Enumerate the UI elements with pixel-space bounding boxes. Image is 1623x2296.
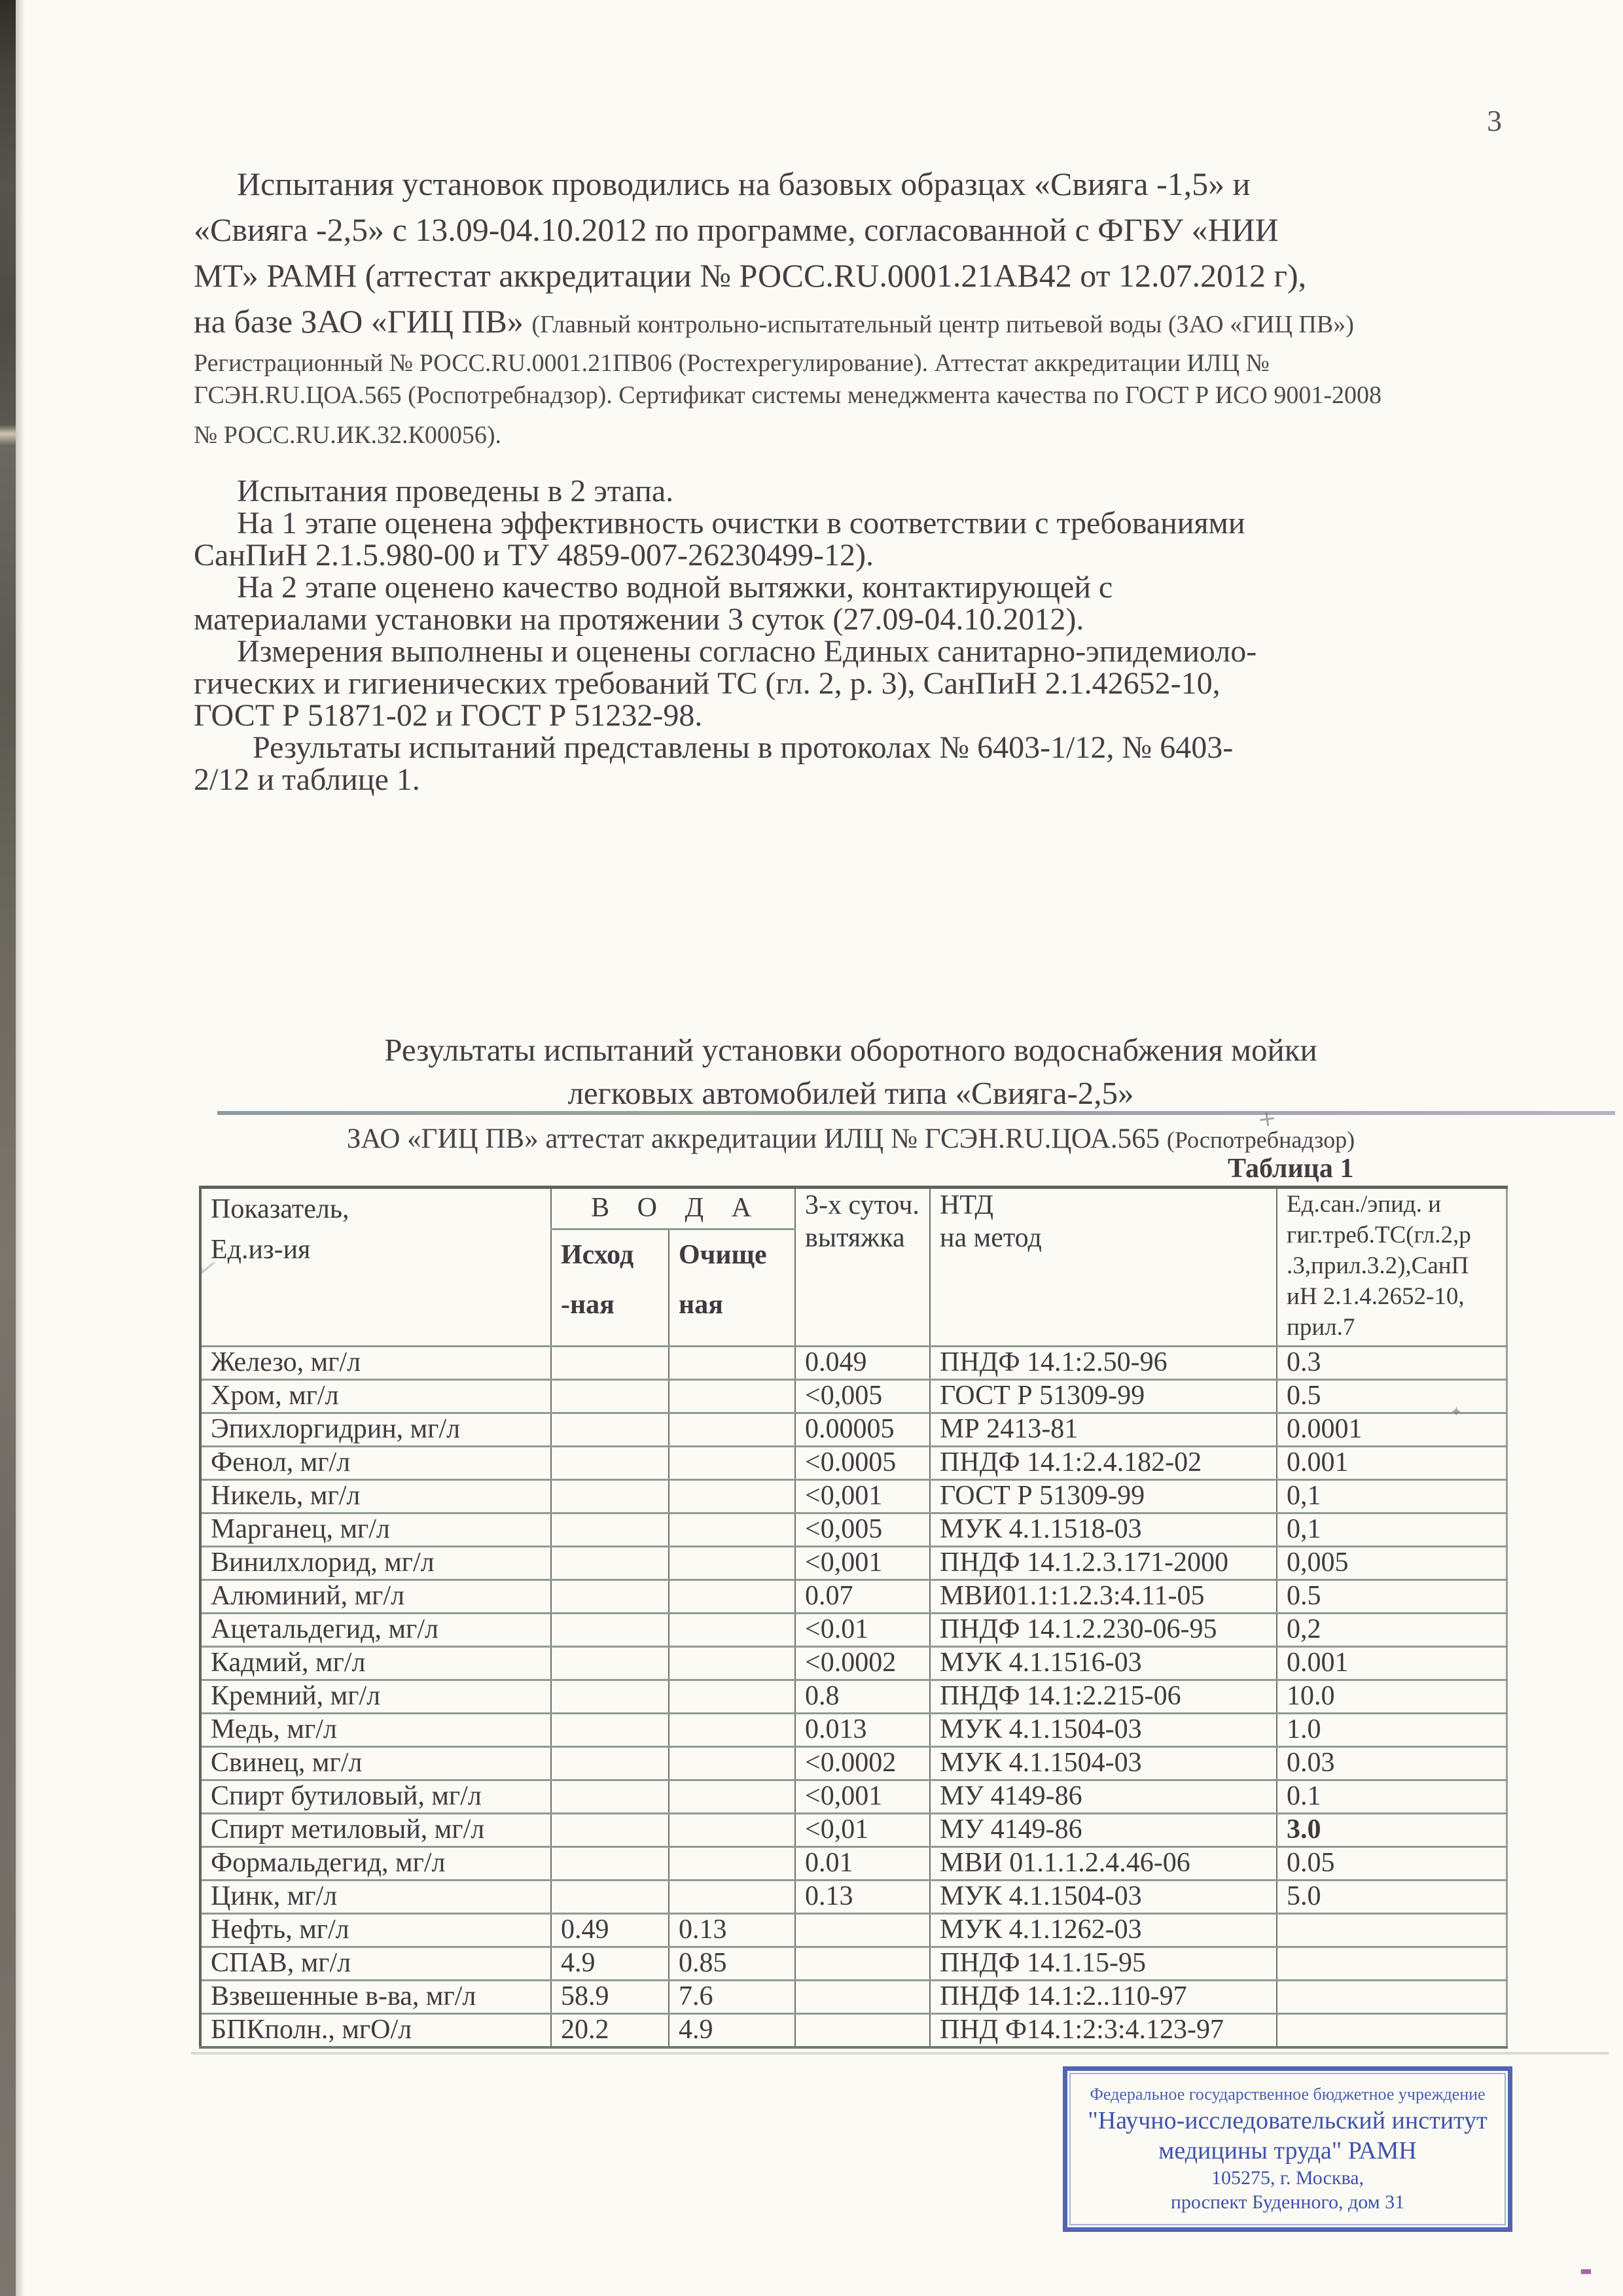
cell-indicator: Эпихлоргидрин, мг/л (200, 1413, 551, 1447)
text-segment: Измерения выполнены и оценены согласно Единых санитарно-эпидемиоло- (237, 634, 1257, 669)
cell-method: ГОСТ Р 51309-99 (930, 1480, 1277, 1513)
table-subtitle (216, 1123, 1486, 1155)
cell-raw-water (551, 1814, 669, 1847)
cell-extract: 0.01 (795, 1847, 930, 1881)
cell-extract: <0,005 (795, 1513, 930, 1547)
cell-limit: 0.3 (1277, 1347, 1507, 1380)
text-line (194, 571, 1476, 603)
text-line (194, 298, 1476, 347)
cell-extract: 0.07 (795, 1580, 930, 1614)
scan-speck-artifact: ✦ (1450, 1404, 1463, 1421)
cell-indicator: Никель, мг/л (200, 1480, 551, 1513)
text-line (194, 507, 1476, 539)
cell-clean-water (669, 1480, 795, 1513)
text-segment: На 2 этапе оценено качество водной вытяжки, контактирующей с (237, 570, 1113, 605)
cell-clean-water (669, 1814, 795, 1847)
cell-indicator: Спирт бутиловый, мг/л (200, 1780, 551, 1814)
cell-raw-water (551, 1747, 669, 1780)
header-req-line5: прил.7 (1287, 1314, 1355, 1341)
cell-indicator: Формальдегид, мг/л (200, 1847, 551, 1881)
cell-clean-water (669, 1680, 795, 1714)
text-segment: Испытания установок проводились на базовых образцах «Свияга -1,5» и (237, 166, 1251, 202)
stamp-line-address: проспект Буденного, дом 31 (1170, 2191, 1405, 2213)
cell-indicator: Винилхлорид, мг/л (200, 1547, 551, 1580)
cell-extract: <0.0002 (795, 1747, 930, 1780)
cell-indicator: Ацетальдегид, мг/л (200, 1614, 551, 1647)
cell-limit: 0,2 (1277, 1614, 1507, 1647)
table-row (200, 1580, 1507, 1614)
cell-extract: 0.013 (795, 1714, 930, 1747)
cell-method: ГОСТ Р 51309-99 (930, 1380, 1277, 1413)
header-water-group: В О Д А (551, 1188, 795, 1229)
cell-clean-water (669, 1647, 795, 1680)
table-row (200, 1614, 1507, 1647)
header-indicator (200, 1188, 551, 1347)
text-segment: Результаты испытаний представлены в протоколах № 6403-1/12, № 6403- (253, 730, 1234, 765)
text-line (194, 161, 1476, 207)
cell-clean-water (669, 1580, 795, 1614)
header-water-clean-line2: ная (679, 1290, 723, 1320)
scan-shadow-artifact (16, 0, 25, 2296)
header-req-line4: иН 2.1.4.2652-10, (1287, 1283, 1465, 1310)
cell-method: МВИ01.1:1.2.3:4.11-05 (930, 1580, 1277, 1614)
cell-clean-water (669, 1547, 795, 1580)
cell-method: ПНДФ 14.1.15-95 (930, 1947, 1277, 1981)
cell-limit: 0.03 (1277, 1747, 1507, 1780)
cell-limit (1277, 2014, 1507, 2047)
cell-raw-water (551, 1547, 669, 1580)
cell-method: МУ 4149-86 (930, 1780, 1277, 1814)
header-indicator-line2: Ед.из-ия (211, 1235, 311, 1265)
header-water-raw-line2: -ная (561, 1290, 615, 1320)
stages-paragraph (194, 475, 1476, 796)
table-row (200, 1380, 1507, 1413)
table-label: Таблица 1 (1228, 1154, 1354, 1184)
text-segment: МТ» РАМН (аттестат аккредитации № РОСС.RU.0001.21АВ42 от 12.07.2012 г), (194, 257, 1307, 294)
cell-indicator: Фенол, мг/л (200, 1447, 551, 1480)
table-row (200, 2014, 1507, 2047)
text-segment: № РОСС.RU.ИК.32.К00056). (194, 421, 502, 449)
cell-indicator: Марганец, мг/л (200, 1513, 551, 1547)
cell-method: ПНДФ 14.1:2.215-06 (930, 1680, 1277, 1714)
header-method-line2: на метод (940, 1223, 1042, 1253)
cell-raw-water (551, 1847, 669, 1881)
page-number: 3 (1487, 104, 1502, 137)
cell-extract: 0.00005 (795, 1413, 930, 1447)
cell-raw-water (551, 1647, 669, 1680)
cell-clean-water (669, 1714, 795, 1747)
cell-extract: <0,01 (795, 1814, 930, 1847)
table-subtitle-paren: (Роспотребнадзор) (1166, 1127, 1355, 1153)
cell-clean-water (669, 1447, 795, 1480)
cell-extract: 0.049 (795, 1347, 930, 1380)
cell-extract: <0,001 (795, 1780, 930, 1814)
horizontal-rule (217, 1111, 1615, 1115)
stamp-inner-border (1069, 2073, 1506, 2225)
table-row (200, 1981, 1507, 2014)
table-row (200, 1647, 1507, 1680)
header-water-raw (551, 1229, 669, 1347)
cell-method: ПНДФ 14.1.2.3.171-2000 (930, 1547, 1277, 1580)
cell-extract: 0.8 (795, 1680, 930, 1714)
cell-raw-water (551, 1347, 669, 1380)
table-row (200, 1914, 1507, 1947)
text-line (194, 667, 1476, 699)
cell-raw-water (551, 1881, 669, 1914)
scan-line-artifact (191, 2052, 1609, 2055)
stamp-line-institute2: медицины труда" РАМН (1158, 2137, 1417, 2164)
table-row (200, 1780, 1507, 1814)
cell-clean-water (669, 1614, 795, 1647)
cell-extract: <0.0002 (795, 1647, 930, 1680)
cell-limit: 0.5 (1277, 1380, 1507, 1413)
cell-raw-water: 4.9 (551, 1947, 669, 1981)
table-row (200, 1714, 1507, 1747)
table-title (216, 1029, 1486, 1115)
cell-limit: 0,005 (1277, 1547, 1507, 1580)
cell-limit: 5.0 (1277, 1881, 1507, 1914)
text-line (194, 732, 1476, 764)
cell-indicator: Спирт метиловый, мг/л (200, 1814, 551, 1847)
scan-speck-artifact: ▬ (1580, 2263, 1592, 2278)
text-line (194, 699, 1476, 732)
cell-limit (1277, 1947, 1507, 1981)
intro-paragraph (194, 161, 1476, 451)
stamp-line-city: 105275, г. Москва, (1211, 2167, 1364, 2189)
text-segment: Испытания проведены в 2 этапа. (237, 474, 674, 508)
text-line (194, 764, 1476, 796)
cell-raw-water (551, 1447, 669, 1480)
cell-method: МУК 4.1.1504-03 (930, 1747, 1277, 1780)
text-line (194, 253, 1476, 298)
cell-limit: 0.001 (1277, 1647, 1507, 1680)
table-title-line2: легковых автомобилей типа «Свияга-2,5» (567, 1075, 1134, 1111)
text-segment: Регистрационный № РОСС.RU.0001.21ПВ06 (Ростехрегулирование). Аттестат аккредитации ИЛЦ № (194, 349, 1270, 377)
text-segment: материалами установки на протяжении 3 суток (27.09-04.10.2012). (194, 602, 1084, 637)
table-row (200, 1947, 1507, 1981)
cell-limit: 0.001 (1277, 1447, 1507, 1480)
cell-indicator: Взвешенные в-ва, мг/л (200, 1981, 551, 2014)
cell-method: МР 2413-81 (930, 1413, 1277, 1447)
cell-extract (795, 2014, 930, 2047)
cell-extract: <0,001 (795, 1547, 930, 1580)
stamp-line-institute1: "Научно-исследовательский институт (1088, 2107, 1488, 2134)
cell-limit (1277, 1981, 1507, 2014)
header-extract-line1: 3-х суточ. (805, 1190, 919, 1220)
text-segment: на базе ЗАО «ГИЦ ПВ» (194, 303, 532, 340)
cell-method: МУК 4.1.1518-03 (930, 1513, 1277, 1547)
cell-indicator: Хром, мг/л (200, 1380, 551, 1413)
cell-clean-water (669, 1413, 795, 1447)
cell-raw-water (551, 1580, 669, 1614)
cell-extract (795, 1981, 930, 2014)
cell-method: ПНДФ 14.1:2..110-97 (930, 1981, 1277, 2014)
header-req-line3: .3,прил.3.2),СанП (1287, 1252, 1469, 1279)
text-line (194, 603, 1476, 635)
cell-limit: 0,1 (1277, 1513, 1507, 1547)
cell-raw-water (551, 1480, 669, 1513)
header-req-line1: Ед.сан./эпид. и (1287, 1191, 1441, 1218)
cell-limit: 0,1 (1277, 1480, 1507, 1513)
text-line (194, 539, 1476, 571)
text-line (194, 380, 1476, 412)
stamp-line-org-type: Федеральное государственное бюджетное учреждение (1090, 2085, 1486, 2104)
cell-raw-water (551, 1513, 669, 1547)
header-extract (795, 1188, 930, 1347)
text-segment: «Свияга -2,5» с 13.09-04.10.2012 по программе, согласованной с ФГБУ «НИИ (194, 211, 1279, 248)
scan-edge-artifact (0, 0, 16, 2296)
cell-indicator: Кадмий, мг/л (200, 1647, 551, 1680)
cell-clean-water (669, 1513, 795, 1547)
table-title-line1: Результаты испытаний установки оборотного водоснабжения мойки (384, 1032, 1317, 1068)
cell-limit: 0.05 (1277, 1847, 1507, 1881)
cell-clean-water (669, 1347, 795, 1380)
cell-method: МУК 4.1.1516-03 (930, 1647, 1277, 1680)
cell-indicator: Цинк, мг/л (200, 1881, 551, 1914)
cell-indicator: Кремний, мг/л (200, 1680, 551, 1714)
header-requirements (1277, 1188, 1507, 1347)
cell-indicator: Свинец, мг/л (200, 1747, 551, 1780)
text-line (194, 419, 1476, 451)
text-line (194, 475, 1476, 507)
text-line (194, 635, 1476, 667)
cell-clean-water (669, 1380, 795, 1413)
table-row (200, 1881, 1507, 1914)
scan-speck-artifact: ✓ (192, 1251, 222, 1286)
text-segment: ГОСТ Р 51871-02 и ГОСТ Р 51232-98. (194, 698, 703, 733)
header-water-raw-line1: Исход (561, 1240, 634, 1270)
scan-speck-artifact: + (1256, 1104, 1279, 1133)
header-method (930, 1188, 1277, 1347)
text-segment: На 1 этапе оценена эффективность очистки в соответствии с требованиями (237, 506, 1245, 540)
results-table (199, 1186, 1508, 2049)
header-req-line2: гиг.треб.ТС(гл.2,р (1287, 1222, 1471, 1248)
table-row (200, 1547, 1507, 1580)
text-line (194, 207, 1476, 253)
cell-raw-water: 0.49 (551, 1914, 669, 1947)
text-segment: гических и гигиенических требований ТС (гл. 2, р. 3), СанПиН 2.1.42652-10, (194, 666, 1221, 701)
header-method-line1: НТД (940, 1190, 994, 1220)
cell-limit: 0.1 (1277, 1780, 1507, 1814)
cell-indicator: Нефть, мг/л (200, 1914, 551, 1947)
header-indicator-line1: Показатель, (211, 1194, 349, 1224)
cell-method: ПНДФ 14.1:2.4.182-02 (930, 1447, 1277, 1480)
text-segment: СанПиН 2.1.5.980-00 и ТУ 4859-007-26230499-12). (194, 538, 874, 573)
header-water-clean (669, 1229, 795, 1347)
cell-extract: <0.01 (795, 1614, 930, 1647)
header-extract-line2: вытяжка (805, 1223, 905, 1253)
cell-limit: 3.0 (1277, 1814, 1507, 1847)
cell-raw-water (551, 1680, 669, 1714)
table-row (200, 1480, 1507, 1513)
table-row (200, 1447, 1507, 1480)
cell-clean-water (669, 1881, 795, 1914)
cell-raw-water (551, 1380, 669, 1413)
cell-clean-water (669, 1847, 795, 1881)
table-row (200, 1347, 1507, 1380)
table-row (200, 1847, 1507, 1881)
cell-extract: 0.13 (795, 1881, 930, 1914)
cell-method: ПНД Ф14.1:2:3:4.123-97 (930, 2014, 1277, 2047)
cell-raw-water: 58.9 (551, 1981, 669, 2014)
table-row (200, 1513, 1507, 1547)
cell-extract: <0.0005 (795, 1447, 930, 1480)
cell-clean-water (669, 1780, 795, 1814)
cell-method: МУК 4.1.1262-03 (930, 1914, 1277, 1947)
cell-raw-water: 20.2 (551, 2014, 669, 2047)
cell-indicator: Железо, мг/л (200, 1347, 551, 1380)
cell-method: МУ 4149-86 (930, 1814, 1277, 1847)
cell-method: ПНДФ 14.1:2.50-96 (930, 1347, 1277, 1380)
institute-stamp (1063, 2066, 1512, 2232)
cell-clean-water (669, 1747, 795, 1780)
cell-raw-water (551, 1714, 669, 1747)
cell-indicator: СПАВ, мг/л (200, 1947, 551, 1981)
cell-limit: 0.5 (1277, 1580, 1507, 1614)
cell-method: ПНДФ 14.1.2.230-06-95 (930, 1614, 1277, 1647)
cell-limit: 10.0 (1277, 1680, 1507, 1714)
table-row (200, 1814, 1507, 1847)
cell-extract (795, 1914, 930, 1947)
cell-method: МУК 4.1.1504-03 (930, 1714, 1277, 1747)
cell-method: МУК 4.1.1504-03 (930, 1881, 1277, 1914)
cell-limit: 1.0 (1277, 1714, 1507, 1747)
cell-raw-water (551, 1413, 669, 1447)
cell-clean-water: 4.9 (669, 2014, 795, 2047)
cell-clean-water: 0.13 (669, 1914, 795, 1947)
text-segment: (Главный контрольно-испытательный центр питьевой воды (ЗАО «ГИЦ ПВ») (531, 311, 1354, 338)
text-segment: ГСЭН.RU.ЦОА.565 (Роспотребнадзор). Сертификат системы менеджмента качества по ГОСТ Р ИСО 9001-2008 (194, 381, 1382, 409)
text-segment: 2/12 и таблице 1. (194, 762, 420, 797)
table-row (200, 1413, 1507, 1447)
header-row-1 (200, 1188, 1507, 1229)
table-row (200, 1747, 1507, 1780)
cell-extract (795, 1947, 930, 1981)
header-water-clean-line1: Очище (679, 1240, 767, 1270)
cell-limit: 0.0001 (1277, 1413, 1507, 1447)
cell-raw-water (551, 1780, 669, 1814)
cell-limit (1277, 1914, 1507, 1947)
cell-indicator: Медь, мг/л (200, 1714, 551, 1747)
cell-clean-water: 0.85 (669, 1947, 795, 1981)
cell-extract: <0,001 (795, 1480, 930, 1513)
cell-raw-water (551, 1614, 669, 1647)
table-row (200, 1680, 1507, 1714)
cell-clean-water: 7.6 (669, 1981, 795, 2014)
cell-indicator: Алюминий, мг/л (200, 1580, 551, 1614)
cell-method: МВИ 01.1.1.2.4.46-06 (930, 1847, 1277, 1881)
cell-indicator: БПКполн., мгО/л (200, 2014, 551, 2047)
table-subtitle-main: ЗАО «ГИЦ ПВ» аттестат аккредитации ИЛЦ № ГСЭН.RU.ЦОА.565 (346, 1123, 1167, 1154)
cell-extract: <0,005 (795, 1380, 930, 1413)
text-line (194, 347, 1476, 380)
